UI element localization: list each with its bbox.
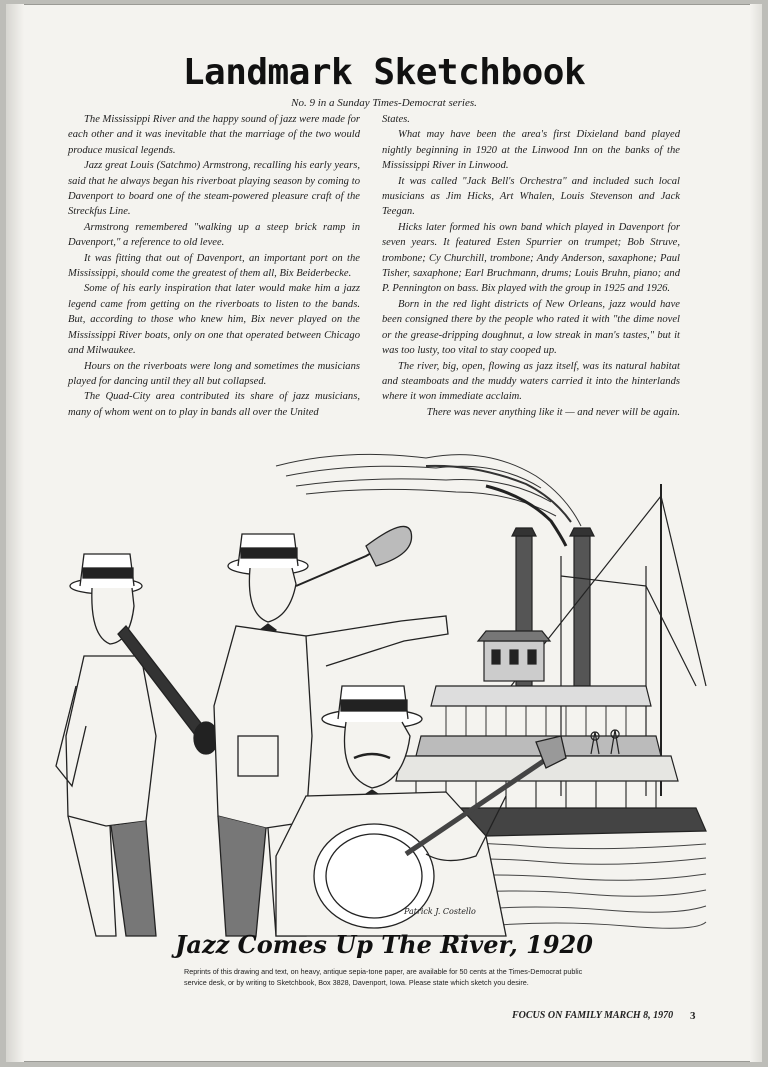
paragraph: What may have been the area's first Dixieland band played nightly beginning in 1920 at the Linwood Inn on the banks of the Mississippi River in Linwood. [382, 129, 680, 172]
paragraph: The river, big, open, flowing as jazz itself, was its natural habitat and steamboats and the muddy waters carried it into the hinterlands where it won immediate acclaim. [382, 360, 680, 403]
paragraph: Hours on the riverboats were long and sometimes the musicians played for dancing until they all but collapsed. [68, 360, 360, 387]
paragraph: The Quad-City area contributed its share of jazz musicians, many of whom went on to play in bands all over the United [68, 391, 360, 418]
closing-paragraph: There was never anything like it — and never will be again. [426, 406, 680, 418]
paragraph: Some of his early inspiration that later would make him a jazz legend came from getting on the riverboats to listen to the bands. But, according to those who knew him, Bix never played on the Mississippi River boats, only on one that operated between Chicago and Milwaukee. [68, 283, 360, 357]
page-title: Landmark Sketchbook [182, 52, 586, 93]
reprint-notice: Reprints of this drawing and text, on heavy, antique sepia-tone paper, are available for 50 cents at the Times-Democrat public service desk, or by writing to Sketchbook, Box 3828, Davenport, Iowa. Please state which sketch you desire. [184, 967, 583, 987]
illustration-caption: Jazz Comes Up The River, 1920 [175, 930, 593, 959]
series-subtitle: No. 9 in a Sunday Times-Democrat series. [291, 97, 477, 109]
steamboat [391, 484, 706, 836]
paragraph: Jazz great Louis (Satchmo) Armstrong, recalling his early years, said that he always began his riverboat playing season by coming to Davenport to board one of the steam-powered pleasure craft of the Streckfus Line. [68, 160, 360, 218]
paragraph: Armstrong remembered "walking up a steep brick ramp in Davenport," a reference to old levee. [68, 221, 360, 249]
paragraph: Hicks later formed his own band which played in Davenport for seven years. It featured Esten Spurrier on trumpet; Bob Struve, trombone; Cy Churchill, trombone; Andy Anderson, saxaphone; Paul Tisher, saxaphone; Earl Bruchmann, drums; Louis Bruhn, piano; and P. Pennington on bass. Bix played with the group in 1925 and 1926. [382, 221, 680, 295]
artist-signature: Patrick J. Costello [404, 907, 476, 916]
footer-publication-line: FOCUS ON FAMILY MARCH 8, 1970 [512, 1010, 674, 1021]
jazz-riverboat-illustration [6, 436, 762, 946]
clarinet-player [56, 554, 218, 936]
paragraph: It was fitting that out of Davenport, an important port on the Mississippi, should come the greatest of them all, Bix Beiderbecke. [68, 252, 360, 280]
smoke-cloud [276, 454, 581, 546]
paragraph-continuation: States. [382, 114, 410, 125]
newspaper-page [6, 4, 762, 1062]
paragraph: The Mississippi River and the happy sound of jazz were made for each other and it was inevitable that the marriage of the two would produce musical legends. [68, 114, 360, 156]
article-column-right [382, 112, 680, 420]
paragraph: Born in the red light districts of New Orleans, jazz would have been consigned there by the people who rated it with "the dime novel or the grease-dripping doughnut, a low streak in man's tastes," but it was too lusty, too vital to stay cooped up. [382, 298, 680, 357]
page-number: 3 [690, 1010, 696, 1022]
article-column-left [68, 112, 360, 420]
paragraph: It was called "Jack Bell's Orchestra" and included such local musicians as Jim Hicks, Art Whalen, Louis Stevenson and Jack Teegan. [382, 175, 680, 218]
